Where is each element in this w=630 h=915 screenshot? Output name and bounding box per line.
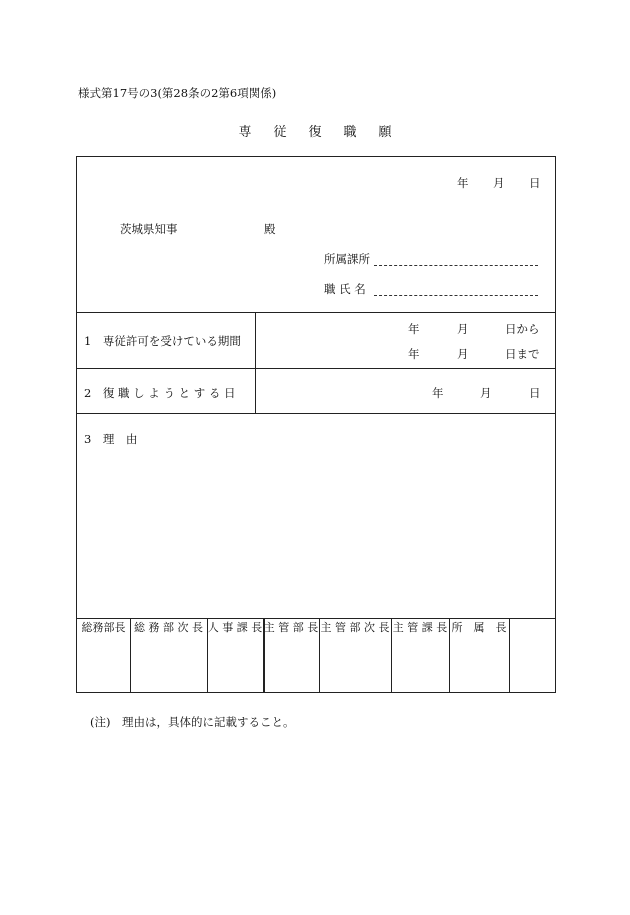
reason-label: 3 理 由: [84, 432, 138, 446]
date-month-label: 月: [493, 176, 505, 190]
return-date-label: 2 復 職 し よ う と す る 日: [84, 386, 236, 400]
name-label: 職 氏 名: [324, 282, 366, 296]
form-frame: [76, 156, 556, 693]
stamp-divider: [263, 618, 265, 693]
name-underline: [374, 295, 538, 296]
approval-personnel-chief: 人 事 課 長: [207, 621, 263, 634]
divider-3: [77, 413, 555, 414]
stamp-divider: [207, 618, 208, 693]
period-from-day: 日から: [505, 322, 540, 336]
addressee: 茨城県知事: [120, 222, 178, 236]
approval-general-affairs-deputy: 総 務 部 次 長: [134, 621, 203, 634]
honorific: 殿: [264, 222, 276, 236]
period-from-month: 月: [457, 322, 469, 336]
approval-department-head: 所 属 長: [451, 621, 507, 634]
period-to-year: 年: [408, 347, 420, 361]
divider-2: [77, 368, 555, 369]
period-label: 1 専従許可を受けている期間: [84, 334, 241, 348]
stamp-divider: [130, 618, 131, 693]
approval-supervising-chief: 主 管 課 長: [392, 621, 448, 634]
period-from-year: 年: [408, 322, 420, 336]
approval-supervising-director: 主 管 部 長: [263, 621, 319, 634]
date-day-label: 日: [529, 176, 541, 190]
department-label: 所属課所: [324, 252, 370, 266]
label-column-divider: [255, 312, 256, 413]
return-year: 年: [432, 386, 444, 400]
footer-note: (注) 理由は，具体的に記載すること。: [90, 715, 295, 729]
stamp-divider: [509, 618, 510, 693]
approval-general-affairs-director: 総務部長: [81, 621, 126, 634]
form-number: 様式第17号の3(第28条の2第6項関係): [78, 86, 277, 100]
department-underline: [374, 265, 538, 266]
approval-blank: [509, 618, 555, 638]
form-title: 専従復職願: [238, 125, 414, 140]
stamp-divider: [391, 618, 392, 693]
return-day: 日: [529, 386, 541, 400]
period-to-month: 月: [457, 347, 469, 361]
divider-1: [77, 312, 555, 313]
approval-supervising-deputy: 主 管 部 次 長: [320, 621, 390, 634]
stamp-divider: [319, 618, 320, 693]
period-to-day: 日まで: [505, 347, 540, 361]
stamp-divider: [449, 618, 450, 693]
return-month: 月: [480, 386, 492, 400]
date-year-label: 年: [457, 176, 469, 190]
